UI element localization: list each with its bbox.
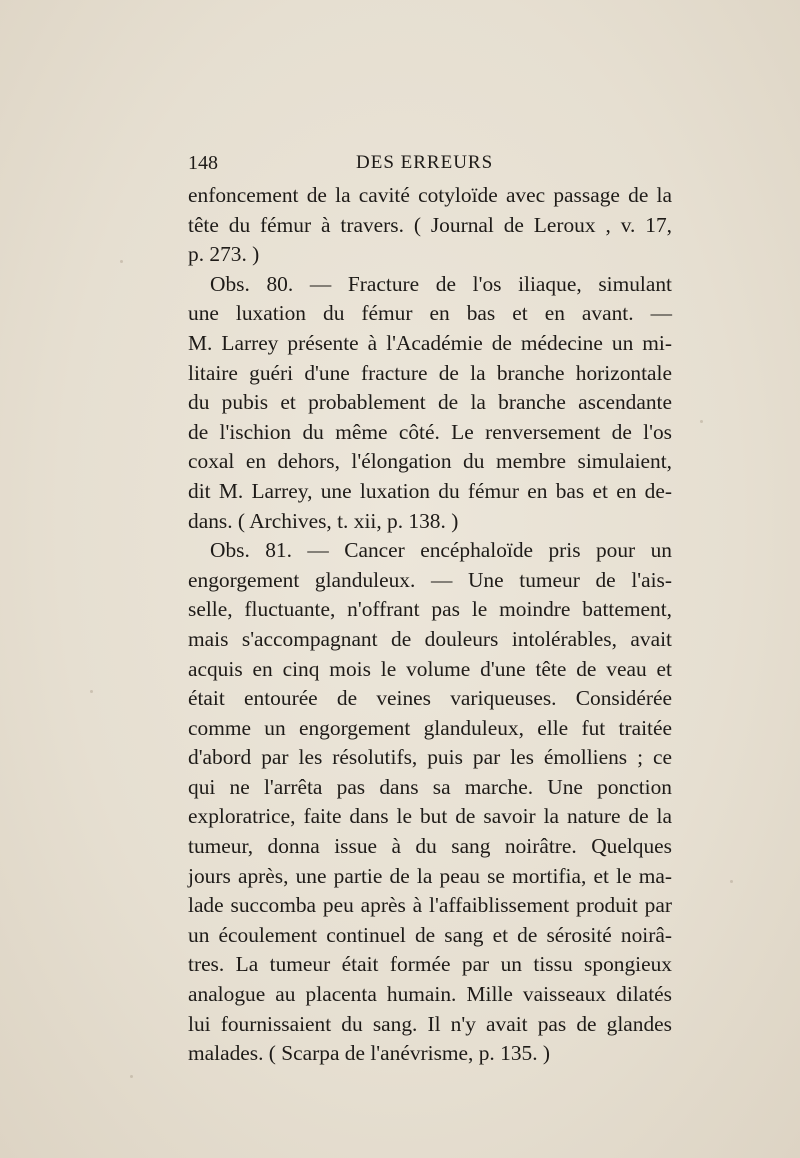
text-line: coxal en dehors, l'élongation du membre simulaient,	[188, 449, 672, 474]
paper-speck	[730, 880, 733, 883]
text-line: enfoncement de la cavité cotyloïde avec passage de la	[188, 183, 672, 207]
observation-heading-80: Obs. 80. — Fracture de l'os iliaque, simulant	[210, 271, 672, 296]
page-header	[188, 145, 672, 181]
text-line: lade succomba peu après à l'affaiblissement produit par	[188, 893, 672, 918]
text-line: tumeur, donna issue à du sang noirâtre. Quelques	[188, 834, 672, 859]
text-line: engorgement glanduleux. — Une tumeur de l'ais-	[188, 567, 672, 592]
paper-speck	[700, 420, 703, 423]
text-line: lui fournissaient du sang. Il n'y avait pas de glandes	[188, 1011, 672, 1036]
running-title: DES ERREURS	[356, 152, 494, 173]
text-line: comme un engorgement glanduleux, elle fut traitée	[188, 715, 672, 740]
text-line: tres. La tumeur était formée par un tissu spongieux	[188, 952, 672, 977]
text-line: M. Larrey présente à l'Académie de médecine un mi-	[188, 330, 672, 355]
text-line: jours après, une partie de la peau se mortifia, et le ma-	[188, 863, 672, 888]
paper-speck	[90, 690, 93, 693]
page-content	[188, 145, 672, 1069]
body-text	[188, 181, 672, 1069]
observation-heading-81: Obs. 81. — Cancer encéphaloïde pris pour un	[210, 538, 672, 563]
text-line: selle, fluctuante, n'offrant pas le moindre battement,	[188, 597, 672, 622]
text-line: était entourée de veines variqueuses. Considérée	[188, 686, 672, 711]
text-line: un écoulement continuel de sang et de sérosité noirâ-	[188, 922, 672, 947]
paper-speck	[130, 1075, 133, 1078]
text-line: mais s'accompagnant de douleurs intolérables, avait	[188, 626, 672, 651]
text-line: exploratrice, faite dans le but de savoir la nature de la	[188, 804, 672, 829]
text-line: acquis en cinq mois le volume d'une tête de veau et	[188, 656, 672, 681]
text-line: tête du fémur à travers. ( Journal de Leroux , v. 17,	[188, 212, 672, 237]
text-line: malades. ( Scarpa de l'anévrisme, p. 135. )	[188, 1041, 551, 1066]
page-number: 148	[188, 152, 218, 174]
text-line: litaire guéri d'une fracture de la branche horizontale	[188, 360, 672, 385]
text-line: dans. ( Archives, t. xii, p. 138. )	[188, 508, 459, 533]
text-line: analogue au placenta humain. Mille vaisseaux dilatés	[188, 982, 672, 1007]
paper-speck	[120, 260, 123, 263]
text-line: qui ne l'arrêta pas dans sa marche. Une ponction	[188, 774, 672, 799]
text-line: dit M. Larrey, une luxation du fémur en bas et en de-	[188, 478, 672, 503]
text-line: du pubis et probablement de la branche ascendante	[188, 390, 672, 415]
text-line: p. 273. )	[188, 242, 260, 267]
text-line: une luxation du fémur en bas et en avant. —	[188, 301, 672, 326]
text-line: d'abord par les résolutifs, puis par les émolliens ; ce	[188, 745, 672, 770]
text-line: de l'ischion du même côté. Le renversement de l'os	[188, 419, 672, 444]
